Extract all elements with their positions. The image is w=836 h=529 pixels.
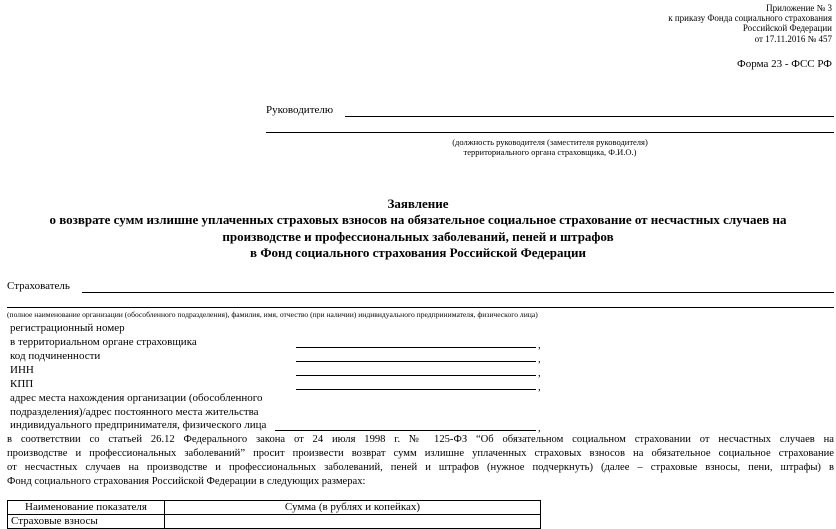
recipient-caption-1: (должность руководителя (заместителя руководителя): [452, 137, 648, 147]
insurer-caption: (полное наименование организации (обособленного подразделения), фамилия, имя, отчество (при наличии) индивидуального предпринимателя, физического лица): [7, 310, 538, 319]
subordination-input[interactable]: [296, 361, 536, 362]
address-input[interactable]: [275, 430, 536, 431]
kpp-label: КПП: [10, 378, 34, 390]
amounts-table: [7, 500, 541, 529]
recipient-caption-2: территориального органа страховщика, Ф.И.О.): [463, 147, 637, 157]
insurer-input-line[interactable]: [82, 292, 834, 293]
kpp-input[interactable]: [296, 389, 536, 390]
document-title-line-3: производстве и профессиональных заболеваний, пеней и штрафов: [222, 229, 614, 244]
address-comma: ,: [538, 422, 541, 434]
insurer-label: Страхователь: [7, 280, 70, 292]
recipient-input-line-2[interactable]: [266, 132, 834, 133]
address-label-1: адрес места нахождения организации (обособленного: [10, 392, 263, 404]
recipient-input-line[interactable]: [345, 116, 834, 117]
reg-number-input[interactable]: [296, 347, 536, 348]
inn-input[interactable]: [296, 375, 536, 376]
federation-reference: Российской Федерации: [742, 23, 832, 33]
request-paragraph-3: от несчастных случаев на производстве и профессиональных заболеваний, пеней и штрафов (нужное подчеркнуть) (далее – страховые взносы, пени, штрафы) в: [7, 462, 834, 473]
document-title: Заявление: [387, 196, 449, 211]
table-header-indicator: Наименование показателя: [8, 501, 165, 515]
table-cell-amount[interactable]: [165, 515, 541, 529]
order-reference: к приказу Фонда социального страхования: [668, 13, 832, 23]
form-code: Форма 23 - ФСС РФ: [737, 58, 832, 70]
request-paragraph-1: в соответствии со статьей 26.12 Федерального закона от 24 июля 1998 г. № 125-ФЗ “Об обязательном социальном страховании от несчастных случаев на: [7, 434, 834, 445]
address-label-3: индивидуального предпринимателя, физического лица: [10, 419, 267, 431]
subordination-comma: ,: [538, 353, 541, 365]
table-row: [8, 515, 541, 529]
subordination-label: код подчиненности: [10, 350, 101, 362]
table-header-row: [8, 501, 541, 515]
inn-label: ИНН: [10, 364, 34, 376]
request-paragraph-2: производстве и профессиональных заболеваний” просит произвести возврат сумм излишне уплаченных страховых взносов на обязательное социальное страхование: [7, 448, 834, 459]
order-date: от 17.11.2016 № 457: [754, 34, 832, 44]
address-label-2: подразделения)/адрес постоянного места жительства: [10, 406, 259, 418]
inn-comma: ,: [538, 367, 541, 379]
reg-number-label-2: в территориальном органе страховщика: [10, 336, 197, 348]
kpp-comma: ,: [538, 381, 541, 393]
table-header-amount: Сумма (в рублях и копейках): [165, 501, 541, 515]
request-paragraph-4: Фонд социального страхования Российской Федерации в следующих размерах:: [7, 476, 366, 487]
table-cell-indicator: Страховые взносы: [8, 515, 165, 529]
reg-number-comma: ,: [538, 339, 541, 351]
appendix-number: Приложение № 3: [766, 3, 832, 13]
reg-number-label-1: регистрационный номер: [10, 322, 125, 334]
document-title-line-2: о возврате сумм излишне уплаченных страховых взносов на обязательное социальное страхование от несчастных случаев на: [49, 212, 787, 227]
recipient-label: Руководителю: [266, 104, 334, 116]
insurer-input-line-2[interactable]: [7, 307, 834, 308]
document-title-line-4: в Фонд социального страхования Российской Федерации: [250, 245, 586, 260]
